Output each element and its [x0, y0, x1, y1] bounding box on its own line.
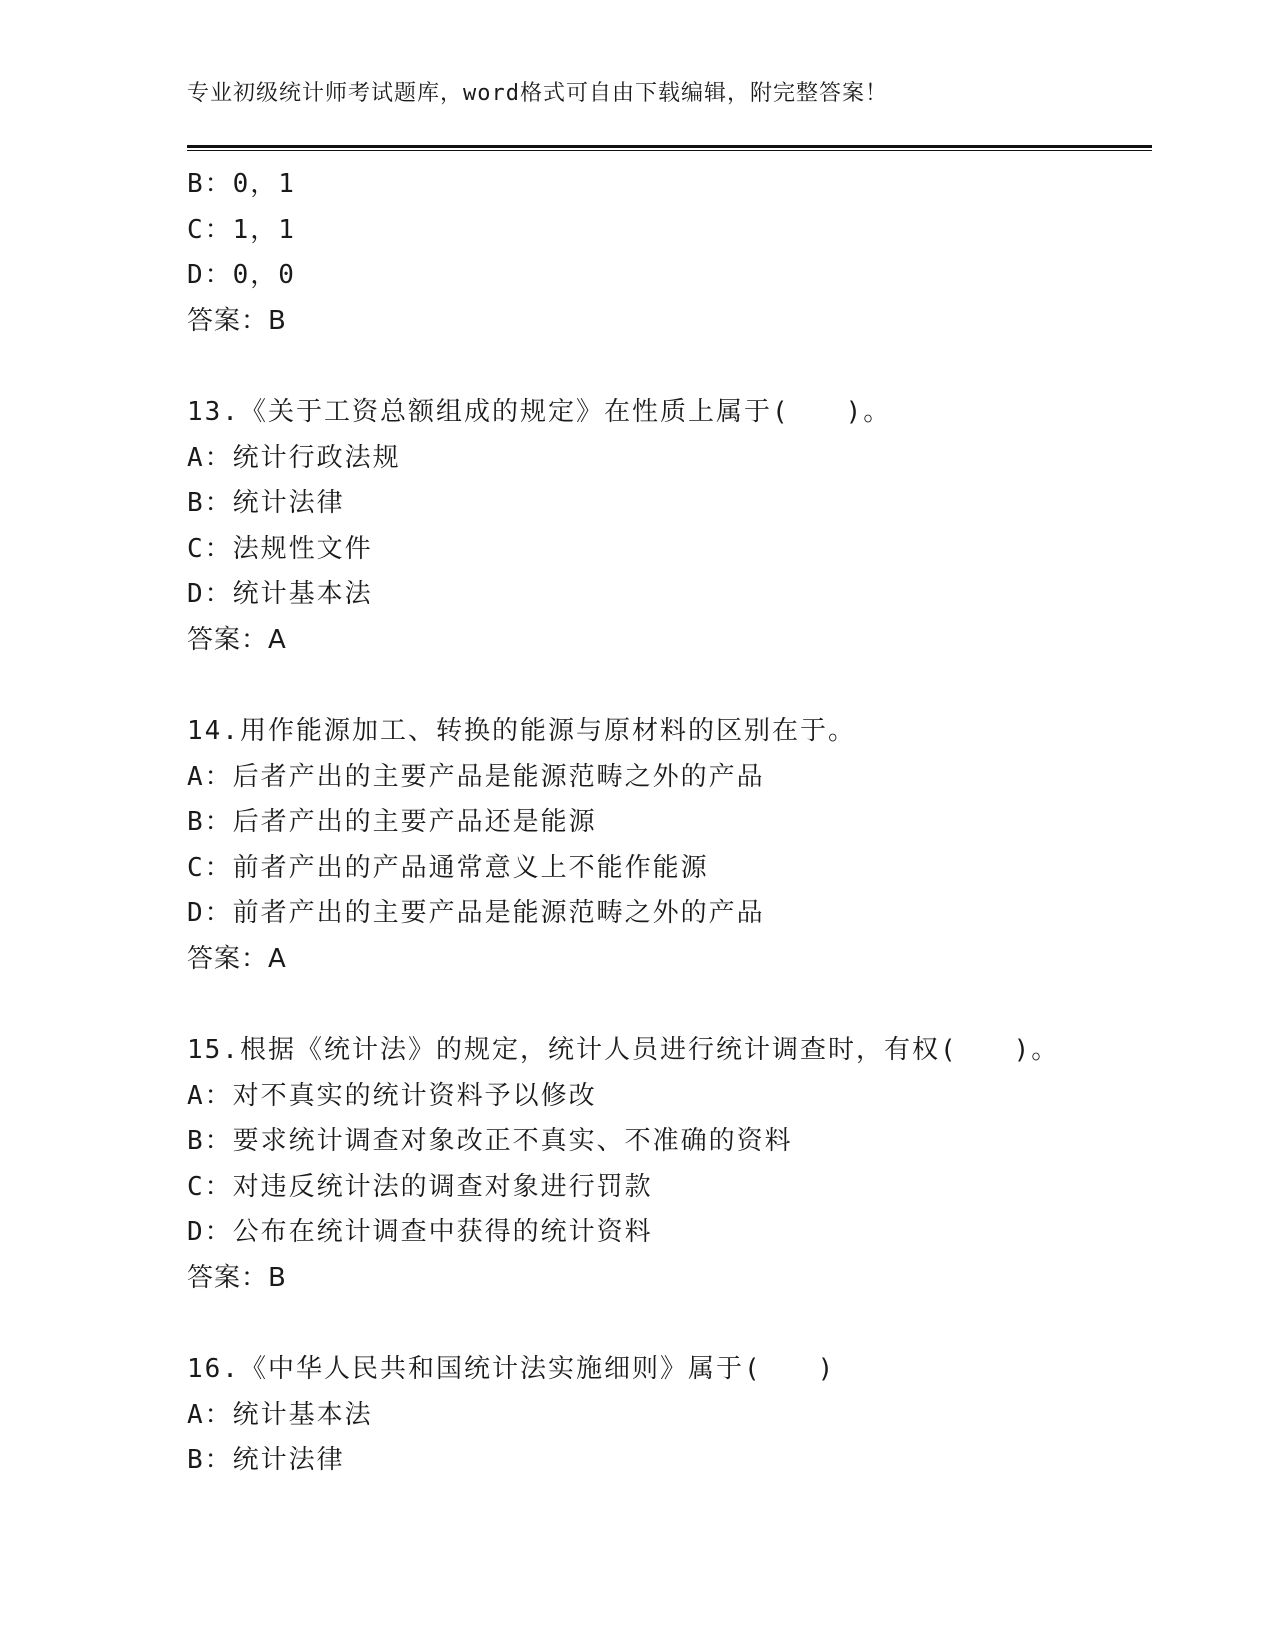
option-b: B：后者产出的主要产品还是能源: [187, 807, 597, 837]
answer: 答案：A: [187, 624, 287, 655]
option-d: D：0，0: [187, 260, 296, 290]
option-a: A：后者产出的主要产品是能源范畴之外的产品: [187, 761, 765, 792]
question-stem: 14.用作能源加工、转换的能源与原材料的区别在于。: [187, 716, 856, 746]
question-15: [187, 1028, 1152, 1301]
answer: 答案：B: [187, 1262, 287, 1293]
option-b: B：统计法律: [187, 488, 345, 518]
answer: 答案：B: [187, 305, 287, 336]
option-a: A：统计基本法: [187, 1399, 373, 1430]
header-rule-thin: [187, 150, 1152, 151]
option-d: D：公布在统计调查中获得的统计资料: [187, 1217, 653, 1247]
option-b: B：统计法律: [187, 1445, 345, 1475]
option-a: A：统计行政法规: [187, 442, 401, 473]
question-12-continued: [187, 162, 1152, 344]
question-stem: 16.《中华人民共和国统计法实施细则》属于( ): [187, 1354, 836, 1384]
question-stem: 13.《关于工资总额组成的规定》在性质上属于( )。: [187, 397, 892, 427]
spacer: [187, 344, 1152, 390]
page-header: 专业初级统计师考试题库，word格式可自由下载编辑，附完整答案！: [187, 81, 888, 106]
question-stem: 15.根据《统计法》的规定，统计人员进行统计调查时，有权( )。: [187, 1035, 1060, 1065]
question-14: [187, 709, 1152, 982]
option-b: B：0，1: [187, 169, 296, 199]
header-rule-thick: [187, 145, 1152, 148]
option-d: D：统计基本法: [187, 579, 373, 609]
option-c: C：对违反统计法的调查对象进行罚款: [187, 1171, 653, 1202]
option-c: C：法规性文件: [187, 533, 373, 564]
option-c: C：前者产出的产品通常意义上不能作能源: [187, 852, 709, 883]
spacer: [187, 1301, 1152, 1347]
option-c: C：1，1: [187, 214, 296, 245]
answer: 答案：A: [187, 943, 287, 974]
question-16: [187, 1347, 1152, 1484]
spacer: [187, 663, 1152, 709]
spacer: [187, 982, 1152, 1028]
option-a: A：对不真实的统计资料予以修改: [187, 1080, 597, 1111]
option-d: D：前者产出的主要产品是能源范畴之外的产品: [187, 898, 765, 928]
option-b: B：要求统计调查对象改正不真实、不准确的资料: [187, 1126, 793, 1156]
question-13: [187, 390, 1152, 663]
question-list: [187, 162, 1152, 1484]
